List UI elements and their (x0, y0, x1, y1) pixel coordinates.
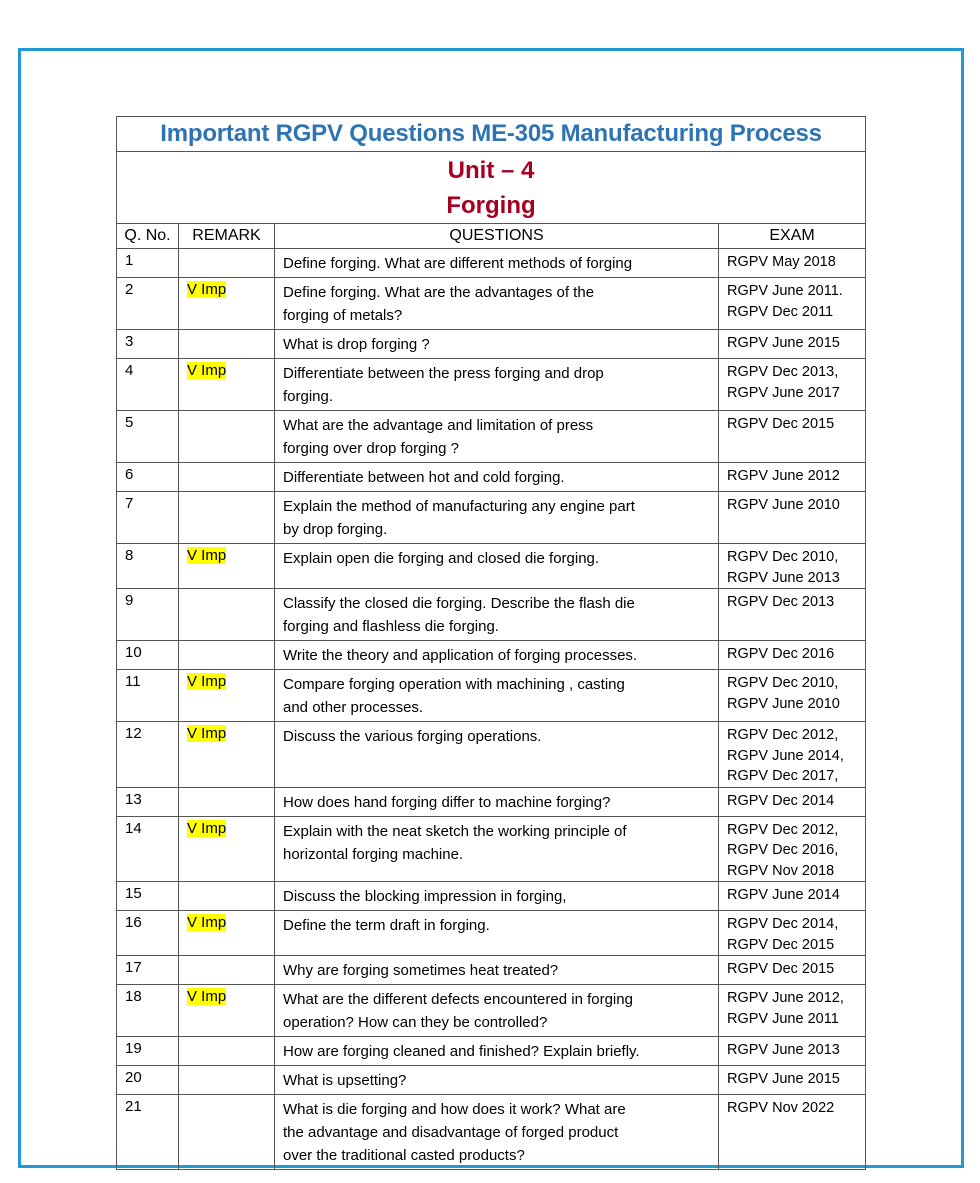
question-text: Differentiate between the press forging and drop forging. (275, 359, 719, 411)
question-number: 14 (117, 816, 179, 882)
question-text: What is drop forging ? (275, 330, 719, 359)
unit-heading (117, 152, 866, 224)
exam-cell: RGPV June 2012 (719, 463, 866, 492)
table-row (117, 882, 866, 911)
remark-cell (179, 816, 275, 882)
question-text: Define the term draft in forging. (275, 911, 719, 956)
exam-cell: RGPV Dec 2014 (719, 787, 866, 816)
exam-cell: RGPV June 2012, RGPV June 2011 (719, 985, 866, 1037)
question-text: What is die forging and how does it work? What are the advantage and disadvantage of forged product over the traditional casted products? (275, 1095, 719, 1170)
header-qno: Q. No. (117, 224, 179, 249)
question-number: 15 (117, 882, 179, 911)
exam-cell: RGPV Dec 2016 (719, 641, 866, 670)
exam-cell: RGPV June 2011. RGPV Dec 2011 (719, 278, 866, 330)
question-text: Explain with the neat sketch the working principle of horizontal forging machine. (275, 816, 719, 882)
remark-cell (179, 411, 275, 463)
question-text: Discuss the various forging operations. (275, 722, 719, 788)
document-title: Important RGPV Questions ME-305 Manufacturing Process (117, 117, 866, 152)
remark-cell (179, 589, 275, 641)
question-text: Define forging. What are different methods of forging (275, 249, 719, 278)
table-row (117, 956, 866, 985)
question-number: 7 (117, 492, 179, 544)
question-number: 8 (117, 544, 179, 589)
table-row (117, 411, 866, 463)
remark-badge: V Imp (187, 914, 227, 931)
remark-cell (179, 359, 275, 411)
table-row (117, 359, 866, 411)
table-row (117, 589, 866, 641)
remark-badge: V Imp (187, 673, 227, 690)
table-row (117, 278, 866, 330)
remark-cell (179, 882, 275, 911)
exam-cell: RGPV Dec 2010, RGPV June 2010 (719, 670, 866, 722)
question-number: 12 (117, 722, 179, 788)
question-text: Classify the closed die forging. Describe the flash die forging and flashless die forging. (275, 589, 719, 641)
question-text: Why are forging sometimes heat treated? (275, 956, 719, 985)
question-number: 5 (117, 411, 179, 463)
remark-badge: V Imp (187, 819, 227, 837)
table-row (117, 492, 866, 544)
question-text: Write the theory and application of forging processes. (275, 641, 719, 670)
table-row (117, 641, 866, 670)
remark-cell (179, 985, 275, 1037)
question-number: 18 (117, 985, 179, 1037)
table-row (117, 670, 866, 722)
table-row (117, 787, 866, 816)
question-text: Compare forging operation with machining , casting and other processes. (275, 670, 719, 722)
remark-cell (179, 956, 275, 985)
question-text: How does hand forging differ to machine forging? (275, 787, 719, 816)
remark-cell (179, 492, 275, 544)
exam-cell: RGPV Dec 2013 (719, 589, 866, 641)
question-text: Differentiate between hot and cold forging. (275, 463, 719, 492)
questions-table (116, 116, 866, 1170)
question-text: What are the advantage and limitation of press forging over drop forging ? (275, 411, 719, 463)
remark-badge: V Imp (187, 725, 227, 742)
exam-cell: RGPV June 2010 (719, 492, 866, 544)
exam-cell: RGPV Dec 2013, RGPV June 2017 (719, 359, 866, 411)
question-number: 17 (117, 956, 179, 985)
remark-badge: V Imp (187, 281, 227, 298)
header-questions: QUESTIONS (275, 224, 719, 249)
question-number: 19 (117, 1037, 179, 1066)
table-row (117, 911, 866, 956)
exam-cell: RGPV Dec 2014, RGPV Dec 2015 (719, 911, 866, 956)
exam-cell: RGPV June 2015 (719, 330, 866, 359)
exam-cell: RGPV Dec 2015 (719, 956, 866, 985)
exam-cell: RGPV Dec 2012, RGPV Dec 2016, RGPV Nov 2018 (719, 816, 866, 882)
question-number: 10 (117, 641, 179, 670)
remark-cell (179, 1066, 275, 1095)
remark-cell (179, 787, 275, 816)
question-number: 2 (117, 278, 179, 330)
table-row (117, 463, 866, 492)
header-exam: EXAM (719, 224, 866, 249)
unit-label: Unit – 4 (447, 157, 535, 184)
exam-cell: RGPV June 2014 (719, 882, 866, 911)
question-text: Discuss the blocking impression in forging, (275, 882, 719, 911)
question-number: 1 (117, 249, 179, 278)
question-text: What are the different defects encountered in forging operation? How can they be controlled? (275, 985, 719, 1037)
exam-cell: RGPV May 2018 (719, 249, 866, 278)
remark-cell (179, 722, 275, 788)
question-text: How are forging cleaned and finished? Explain briefly. (275, 1037, 719, 1066)
remark-cell (179, 463, 275, 492)
topic-label: Forging (446, 192, 536, 219)
question-text: Define forging. What are the advantages of the forging of metals? (275, 278, 719, 330)
remark-cell (179, 330, 275, 359)
exam-cell: RGPV Dec 2015 (719, 411, 866, 463)
question-number: 4 (117, 359, 179, 411)
remark-cell (179, 278, 275, 330)
question-number: 13 (117, 787, 179, 816)
question-number: 16 (117, 911, 179, 956)
table-row (117, 1066, 866, 1095)
table-row (117, 722, 866, 788)
exam-cell: RGPV Dec 2012, RGPV June 2014, RGPV Dec 2017, (719, 722, 866, 788)
question-text: Explain the method of manufacturing any engine part by drop forging. (275, 492, 719, 544)
table-row (117, 1037, 866, 1066)
table-row (117, 816, 866, 882)
remark-cell (179, 641, 275, 670)
table-row (117, 985, 866, 1037)
remark-badge: V Imp (187, 547, 227, 564)
question-number: 3 (117, 330, 179, 359)
question-number: 6 (117, 463, 179, 492)
table-row (117, 544, 866, 589)
table-row (117, 1095, 866, 1170)
remark-cell (179, 670, 275, 722)
table-row (117, 330, 866, 359)
question-number: 20 (117, 1066, 179, 1095)
question-number: 9 (117, 589, 179, 641)
exam-cell: RGPV Dec 2010, RGPV June 2013 (719, 544, 866, 589)
remark-badge: V Imp (187, 362, 227, 379)
question-text: Explain open die forging and closed die forging. (275, 544, 719, 589)
remark-cell (179, 249, 275, 278)
question-number: 21 (117, 1095, 179, 1170)
remark-cell (179, 544, 275, 589)
remark-cell (179, 911, 275, 956)
remark-cell (179, 1095, 275, 1170)
remark-cell (179, 1037, 275, 1066)
table-row (117, 249, 866, 278)
exam-cell: RGPV June 2015 (719, 1066, 866, 1095)
exam-cell: RGPV June 2013 (719, 1037, 866, 1066)
remark-badge: V Imp (187, 988, 227, 1005)
question-number: 11 (117, 670, 179, 722)
question-text: What is upsetting? (275, 1066, 719, 1095)
header-remark: REMARK (179, 224, 275, 249)
exam-cell: RGPV Nov 2022 (719, 1095, 866, 1170)
